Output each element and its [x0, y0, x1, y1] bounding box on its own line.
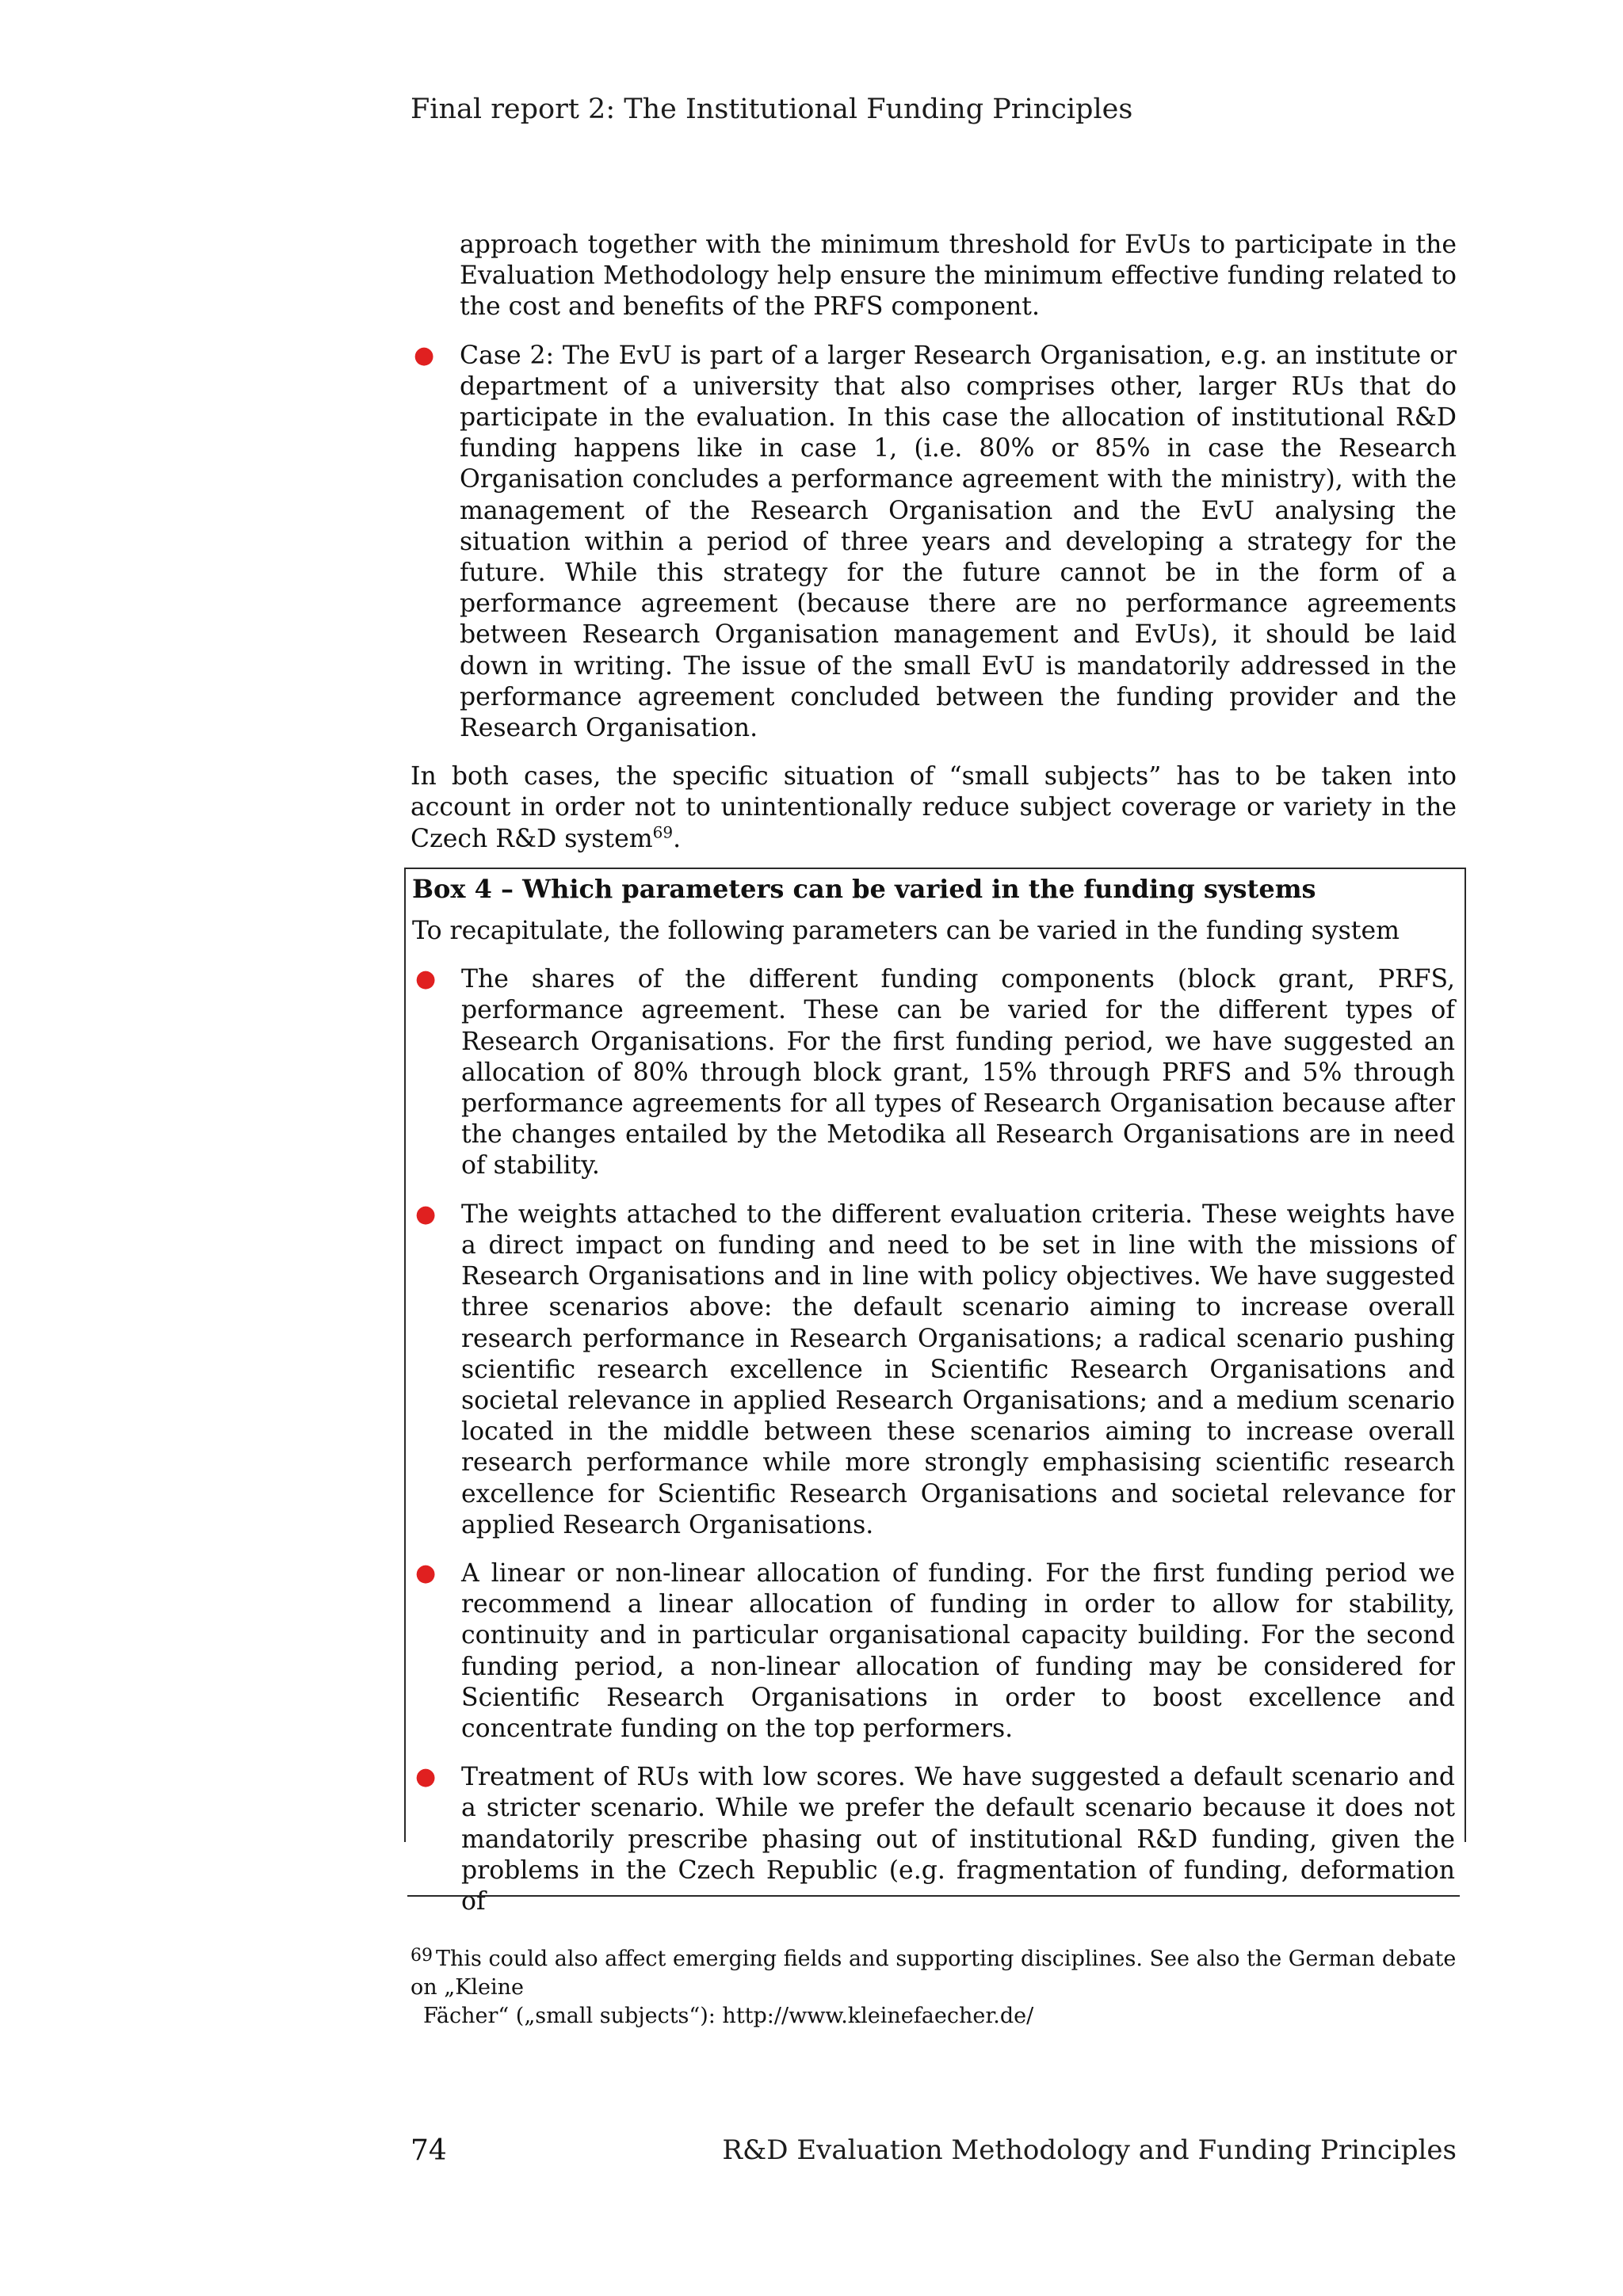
both-cases-end: . [673, 824, 682, 853]
bullet-icon: ● [415, 1763, 437, 1791]
bullet-icon: ● [415, 1558, 437, 1587]
continuation-paragraph: approach together with the minimum threshold for EvUs to participate in the Evaluation Methodology help ensure the minimum effective funding related to the cost and benefits of the PRFS component. [460, 231, 1457, 322]
bullet-icon: ● [415, 1199, 437, 1228]
running-header: Final report 2: The Institutional Funding Principles [411, 93, 1133, 125]
box-list-item [412, 1558, 1455, 1745]
case2-text: Case 2: The EvU is part of a larger Research Organisation, e.g. an institute or department of a university that also comprises other, larger RUs that do participate in the evaluation. In this case the allocation of institutional R&D funding happens like in case 1, (i.e. 80% or 85% in case the Research Organisation concludes a performance agreement with the ministry), with the management of the Research Organisation and the EvU analysing the situation within a period of three years and developing a strategy for the future. While this strategy for the future cannot be in the form of a performance agreement (because there are no performance agreements between Research Organisation management and EvUs), it should be laid down in writing. The issue of the small EvU is mandatorily addressed in the performance agreement concluded between the funding provider and the Research Organisation. [460, 341, 1457, 743]
case2-list-item [411, 341, 1457, 745]
bullet-icon: ● [415, 965, 437, 994]
box-list-item [412, 1199, 1455, 1541]
box-item-text: The shares of the different funding components (block grant, PRFS, performance agreement. These can be varied for the different types of Research Organisations. For the first funding period, we have suggested an allocation of 80% through block grant, 15% through PRFS and 5% through performance agreements for all types of Research Organisation because after the changes entailed by the Metodika all Research Organisations are in need of stability. [461, 965, 1455, 1180]
both-cases-paragraph [411, 761, 1457, 855]
footnote-number: 69 [411, 1946, 433, 1966]
footnote-divider [407, 1895, 1460, 1897]
footnote [411, 1945, 1457, 2031]
box-item-text: A linear or non-linear allocation of funding. For the first funding period we recommend a linear allocation of funding in order to allow for stability, continuity and in particular organisational capacity building. For the second funding period, a non-linear allocation of funding may be considered for Scientific Research Organisations in order to boost excellence and concentrate funding on the top performers. [461, 1558, 1455, 1743]
footnote-ref: 69 [652, 822, 674, 842]
box-list-item [412, 964, 1455, 1181]
footnote-line1: This could also affect emerging fields and supporting disciplines. See also the German debate on „Kleine [411, 1947, 1457, 2000]
main-content [411, 230, 1457, 1916]
footnote-line2: Fächer“ („small subjects“): http://www.kleinefaecher.de/ [423, 2004, 1034, 2028]
box-intro: To recapitulate, the following parameters can be varied in the funding system [412, 917, 1400, 946]
both-cases-text: In both cases, the specific situation of “small subjects” has to be taken into account in order not to unintentionally reduce subject coverage or variety in the Czech R&D system [411, 762, 1457, 853]
box-4 [404, 868, 1466, 1916]
footer-title: R&D Evaluation Methodology and Funding Principles [722, 2134, 1457, 2166]
box-item-text: Treatment of RUs with low scores. We have suggested a default scenario and a stricter scenario. While we prefer the default scenario because it does not mandatorily prescribe phasing out of institutional R&D funding, given the problems in the Czech Republic (e.g. fragmentation of funding, deformation of [461, 1763, 1455, 1916]
box-list-item [412, 1762, 1455, 1917]
page-number: 74 [411, 2134, 447, 2167]
bullet-icon: ● [414, 341, 435, 369]
box-item-text: The weights attached to the different evaluation criteria. These weights have a direct impact on funding and need to be set in line with the missions of Research Organisations and in line with policy objectives. We have suggested three scenarios above: the default scenario aiming to increase overall research performance in Research Organisations; a radical scenario pushing scientific research excellence in Scientific Research Organisations and societal relevance in applied Research Organisations; and a medium scenario located in the middle between these scenarios aiming to increase overall research performance while more strongly emphasising scientific research excellence for Scientific Research Organisations and societal relevance for applied Research Organisations. [461, 1199, 1455, 1539]
box-title: Box 4 – Which parameters can be varied in the funding systems [412, 873, 1316, 904]
